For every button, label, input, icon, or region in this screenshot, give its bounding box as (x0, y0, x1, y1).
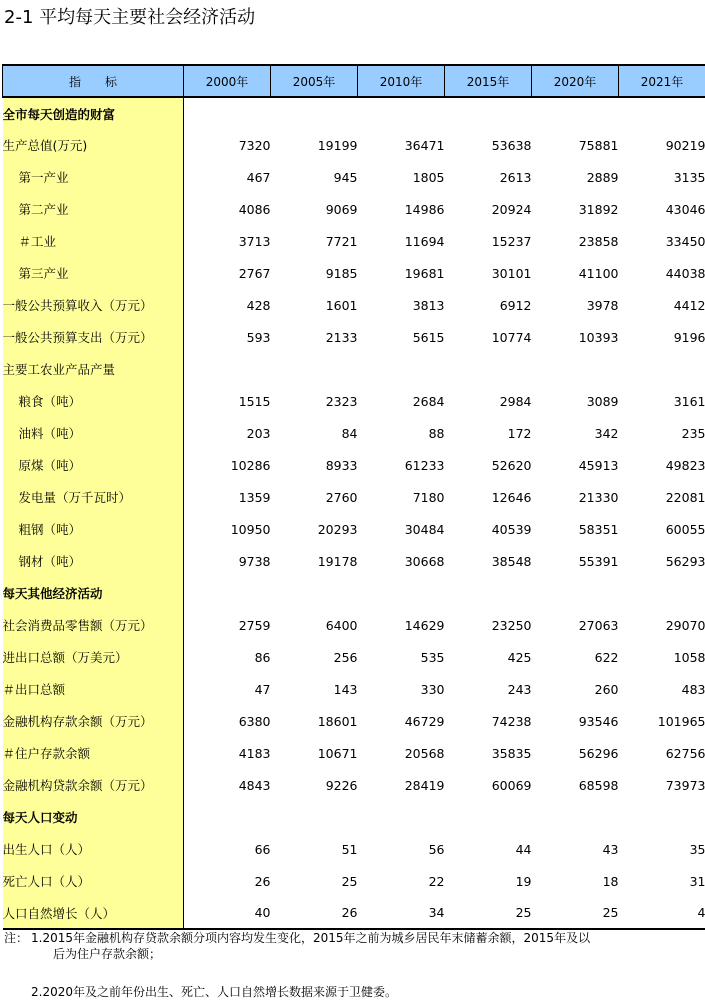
footnote-1-line-1: 1.2015年金融机构存贷款余额分项内容均发生变化，2015年之前为城乡居民年末储蓄余额，2015年及以 (31, 931, 591, 945)
table-body (3, 97, 705, 929)
row-value: 3161 (673, 393, 705, 409)
row-value: 15237 (491, 233, 532, 249)
row-value: 60055 (665, 521, 705, 537)
row-value: 27063 (578, 617, 619, 633)
row-value: 30484 (404, 521, 445, 537)
table-row (3, 97, 705, 129)
row-value (532, 97, 619, 129)
row-value: 31892 (578, 201, 619, 217)
row-label: 每天其他经济活动 (3, 577, 184, 609)
row-value: 12646 (491, 489, 532, 505)
row-value: 22081 (665, 489, 705, 505)
row-value: 46729 (404, 713, 445, 729)
row-value: 73973 (665, 777, 705, 793)
row-value (532, 353, 619, 385)
row-value: 61233 (404, 457, 445, 473)
row-value: 10286 (230, 457, 271, 473)
row-value: 428 (246, 297, 271, 313)
footnote-2-text: 2.2020年及之前年份出生、死亡、人口自然增长数据来源于卫健委。 (31, 985, 397, 999)
row-value: 235 (681, 425, 705, 441)
table-row (3, 321, 705, 353)
row-value: 93546 (578, 713, 619, 729)
row-value: 34 (358, 897, 445, 929)
row-value (445, 801, 532, 833)
table-row (3, 129, 705, 161)
row-value: 55391 (578, 553, 619, 569)
table-row (3, 545, 705, 577)
row-value (271, 97, 358, 129)
row-label: 原煤（吨） (3, 449, 184, 481)
row-value: 60069 (491, 777, 532, 793)
row-value: 56 (428, 841, 445, 857)
row-value: 29070 (665, 617, 705, 633)
page-title: 2-1 平均每天主要社会经济活动 (4, 7, 256, 28)
row-value: 20293 (317, 521, 358, 537)
table-row (3, 769, 705, 801)
row-value: 3713 (238, 233, 271, 249)
row-label: 第一产业 (3, 161, 184, 193)
row-value (358, 353, 445, 385)
row-value: 467 (246, 169, 271, 185)
row-value (271, 801, 358, 833)
footnote-1 (4, 930, 704, 962)
row-value: 256 (333, 649, 358, 665)
row-value: 43046 (665, 201, 705, 217)
row-value (358, 97, 445, 129)
row-value: 3089 (586, 393, 619, 409)
row-label: 第三产业 (3, 257, 184, 289)
row-label: 全市每天创造的财富 (3, 97, 184, 129)
row-value: 5615 (412, 329, 445, 345)
row-label: 生产总值(万元) (3, 129, 184, 161)
row-value: 4183 (238, 745, 271, 761)
header-indicator: 指 标 (3, 65, 184, 97)
row-label: 每天人口变动 (3, 801, 184, 833)
row-value: 622 (594, 649, 619, 665)
statistics-table (2, 64, 705, 930)
row-value: 62756 (665, 745, 705, 761)
row-label: 第二产业 (3, 193, 184, 225)
table-row (3, 193, 705, 225)
row-value: 2760 (325, 489, 358, 505)
row-value: 4843 (238, 777, 271, 793)
row-label: ＃住户存款余额 (3, 737, 184, 769)
row-value: 18 (602, 873, 619, 889)
row-value: 9738 (238, 553, 271, 569)
row-value: 31 (689, 873, 705, 889)
row-value: 425 (507, 649, 532, 665)
row-value: 66 (254, 841, 271, 857)
header-year: 2000年 (184, 65, 271, 97)
row-value: 10393 (578, 329, 619, 345)
row-label: 钢材（吨） (3, 545, 184, 577)
row-value: 22 (428, 873, 445, 889)
row-value: 19199 (317, 137, 358, 153)
row-value: 14986 (404, 201, 445, 217)
row-value: 330 (420, 681, 445, 697)
row-label: 油料（吨） (3, 417, 184, 449)
row-value: 1601 (325, 297, 358, 313)
table-row (3, 833, 705, 865)
row-value (619, 97, 705, 129)
row-value: 49823 (665, 457, 705, 473)
row-value: 593 (246, 329, 271, 345)
row-value (445, 97, 532, 129)
row-value: 84 (341, 425, 358, 441)
row-value: 58351 (578, 521, 619, 537)
row-value: 44038 (665, 265, 705, 281)
row-value (619, 353, 705, 385)
row-value: 19 (515, 873, 532, 889)
row-value: 10950 (230, 521, 271, 537)
row-value: 3813 (412, 297, 445, 313)
row-value: 9226 (325, 777, 358, 793)
row-label: 出生人口（人） (3, 833, 184, 865)
row-value: 53638 (491, 137, 532, 153)
row-value: 56293 (665, 553, 705, 569)
row-value: 19178 (317, 553, 358, 569)
row-value: 20924 (491, 201, 532, 217)
row-value: 9196 (673, 329, 705, 345)
footnote-1-line-2: 后为住户存款余额； (53, 947, 162, 961)
row-value: 43 (602, 841, 619, 857)
row-value: 44 (515, 841, 532, 857)
row-value: 33450 (665, 233, 705, 249)
row-value: 7180 (412, 489, 445, 505)
row-label: 粮食（吨） (3, 385, 184, 417)
row-value: 8933 (325, 457, 358, 473)
row-value: 28419 (404, 777, 445, 793)
row-value: 1058 (673, 649, 705, 665)
table-row (3, 641, 705, 673)
row-value (619, 801, 705, 833)
row-value: 23250 (491, 617, 532, 633)
row-value: 26 (254, 873, 271, 889)
row-label: 一般公共预算收入（万元） (3, 289, 184, 321)
row-value: 68598 (578, 777, 619, 793)
header-year: 2020年 (532, 65, 619, 97)
row-value: 3978 (586, 297, 619, 313)
row-value: 4 (619, 897, 705, 929)
row-value: 6400 (325, 617, 358, 633)
table-row (3, 481, 705, 513)
row-value: 35835 (491, 745, 532, 761)
table-row (3, 577, 705, 609)
row-value: 483 (681, 681, 705, 697)
row-value (184, 97, 271, 129)
row-value: 6380 (238, 713, 271, 729)
row-value: 260 (594, 681, 619, 697)
table-row (3, 353, 705, 385)
table-row (3, 737, 705, 769)
row-label: 社会消费品零售额（万元） (3, 609, 184, 641)
row-value (184, 801, 271, 833)
table-row (3, 449, 705, 481)
row-value: 25 (341, 873, 358, 889)
row-value: 19681 (404, 265, 445, 281)
row-value (184, 353, 271, 385)
header-year: 2021年 (619, 65, 705, 97)
footnote-2 (4, 984, 704, 1000)
row-value: 243 (507, 681, 532, 697)
row-value: 11694 (404, 233, 445, 249)
row-value: 2133 (325, 329, 358, 345)
footnotes (4, 930, 704, 1000)
header-year: 2005年 (271, 65, 358, 97)
header-year: 2015年 (445, 65, 532, 97)
row-value (445, 353, 532, 385)
row-value: 101965 (657, 713, 705, 729)
row-label: 主要工农业产品产量 (3, 353, 184, 385)
footnote-prefix: 注： (4, 931, 29, 945)
row-label: 一般公共预算支出（万元） (3, 321, 184, 353)
table-row (3, 705, 705, 737)
row-value: 10671 (317, 745, 358, 761)
row-value: 86 (254, 649, 271, 665)
row-value: 203 (246, 425, 271, 441)
row-value: 6912 (499, 297, 532, 313)
row-value: 40 (184, 897, 271, 929)
row-label: 粗钢（吨） (3, 513, 184, 545)
row-label: 金融机构贷款余额（万元） (3, 769, 184, 801)
row-value (445, 577, 532, 609)
row-value: 41100 (578, 265, 619, 281)
row-value: 38548 (491, 553, 532, 569)
table-row (3, 673, 705, 705)
row-value: 75881 (578, 137, 619, 153)
row-value (532, 801, 619, 833)
row-value: 90219 (665, 137, 705, 153)
row-value: 3135 (673, 169, 705, 185)
row-value: 4086 (238, 201, 271, 217)
row-value (358, 577, 445, 609)
row-label: 人口自然增长（人） (3, 897, 184, 929)
table-row (3, 865, 705, 897)
row-value (619, 577, 705, 609)
row-value: 45913 (578, 457, 619, 473)
row-value: 7320 (238, 137, 271, 153)
row-label: 发电量（万千瓦时） (3, 481, 184, 513)
row-value: 14629 (404, 617, 445, 633)
row-label: 死亡人口（人） (3, 865, 184, 897)
row-value: 21330 (578, 489, 619, 505)
table-row (3, 257, 705, 289)
row-label: ＃出口总额 (3, 673, 184, 705)
row-value: 25 (532, 897, 619, 929)
table-row (3, 801, 705, 833)
row-value: 56296 (578, 745, 619, 761)
table-row (3, 897, 705, 929)
row-value: 47 (254, 681, 271, 697)
table-row (3, 289, 705, 321)
row-value: 2613 (499, 169, 532, 185)
row-value: 26 (271, 897, 358, 929)
row-value: 36471 (404, 137, 445, 153)
row-value: 7721 (325, 233, 358, 249)
row-value: 9069 (325, 201, 358, 217)
row-value: 945 (333, 169, 358, 185)
row-value: 10774 (491, 329, 532, 345)
row-value: 18601 (317, 713, 358, 729)
row-value: 4412 (673, 297, 705, 313)
table-row (3, 609, 705, 641)
row-value: 40539 (491, 521, 532, 537)
table-row (3, 513, 705, 545)
row-value: 9185 (325, 265, 358, 281)
row-value: 2767 (238, 265, 271, 281)
row-label: 进出口总额（万美元） (3, 641, 184, 673)
row-value: 2889 (586, 169, 619, 185)
row-value: 535 (420, 649, 445, 665)
row-value: 342 (594, 425, 619, 441)
row-value: 25 (445, 897, 532, 929)
row-value: 20568 (404, 745, 445, 761)
row-value (358, 801, 445, 833)
row-value: 51 (341, 841, 358, 857)
row-value (532, 577, 619, 609)
row-label: ＃工业 (3, 225, 184, 257)
row-value: 52620 (491, 457, 532, 473)
table-row (3, 385, 705, 417)
row-value: 1515 (238, 393, 271, 409)
row-value: 2684 (412, 393, 445, 409)
row-value: 143 (333, 681, 358, 697)
table-row (3, 161, 705, 193)
row-value: 1359 (238, 489, 271, 505)
row-value: 1805 (412, 169, 445, 185)
row-label: 金融机构存款余额（万元） (3, 705, 184, 737)
row-value: 30101 (491, 265, 532, 281)
row-value: 2759 (238, 617, 271, 633)
table-row (3, 417, 705, 449)
row-value: 2984 (499, 393, 532, 409)
row-value (271, 353, 358, 385)
row-value: 88 (428, 425, 445, 441)
row-value (271, 577, 358, 609)
header-year: 2010年 (358, 65, 445, 97)
table-row (3, 225, 705, 257)
row-value: 74238 (491, 713, 532, 729)
row-value: 23858 (578, 233, 619, 249)
row-value (184, 577, 271, 609)
row-value: 2323 (325, 393, 358, 409)
row-value: 35 (689, 841, 705, 857)
row-value: 172 (507, 425, 532, 441)
table-header-row (3, 65, 705, 97)
row-value: 30668 (404, 553, 445, 569)
